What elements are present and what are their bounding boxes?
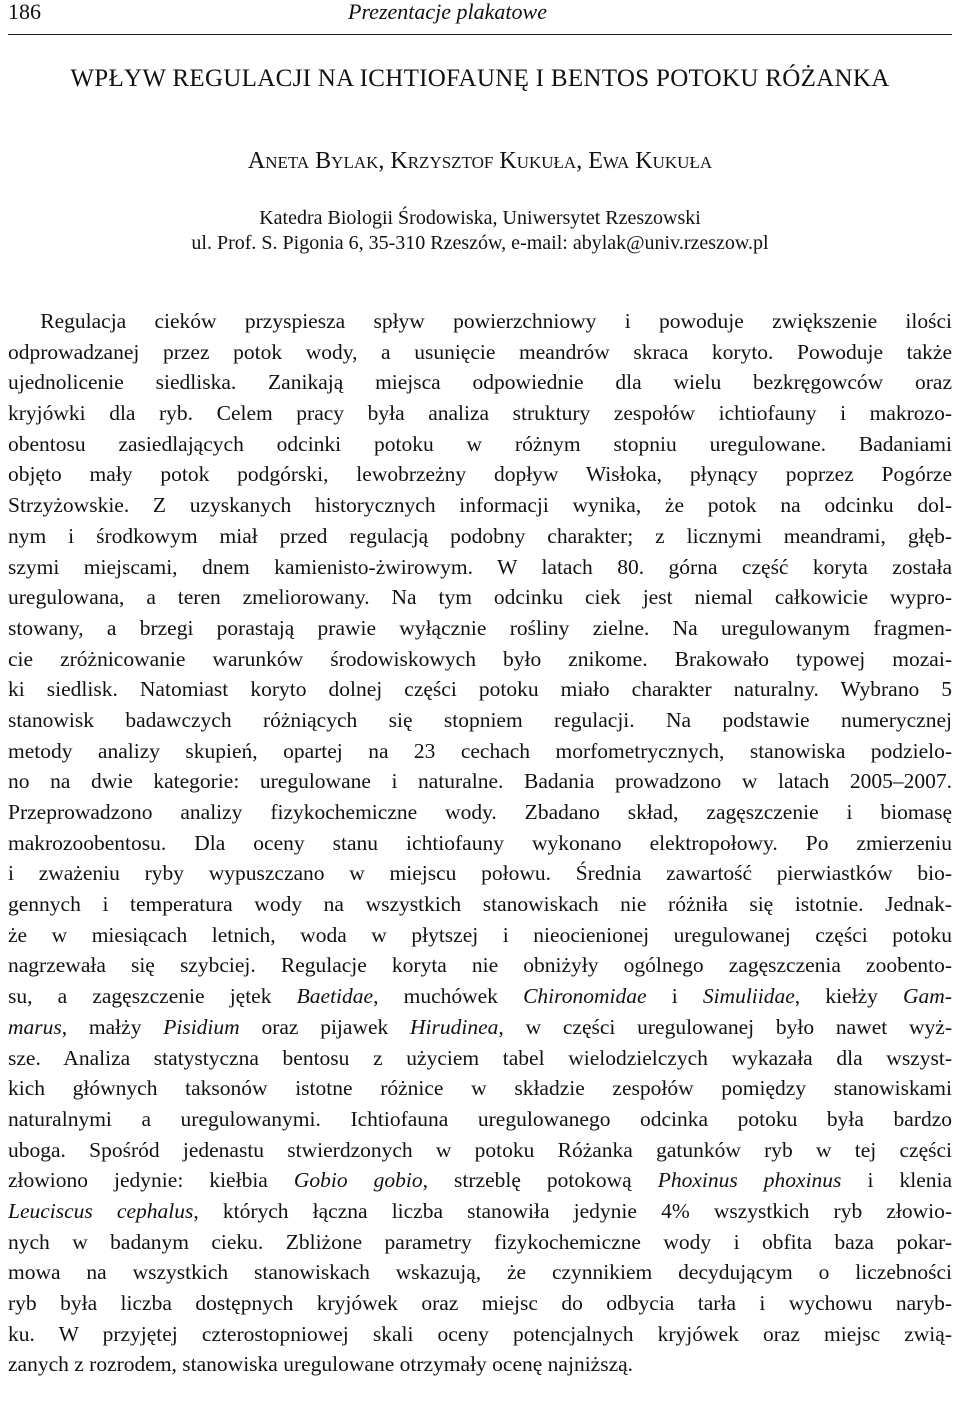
- abstract-line: cie zróżnicowanie warunków środowiskowych było znikome. Brakowało typowej mozai-: [8, 646, 952, 671]
- abstract-line: ki siedlisk. Natomiast koryto dolnej części potoku miało charakter naturalny. Wybrano 5: [8, 677, 952, 702]
- abstract-line: makrozoobentosu. Dla oceny stanu ichtiofauny wykonano elektropołowy. Po zmierzeniu: [8, 830, 952, 855]
- abstract-line: su, a zagęszczenie jętek Baetidae, muchówek Chironomidae i Simuliidae, kiełży Gam-: [8, 984, 952, 1009]
- abstract-line: i zważeniu ryby wypuszczano w miejscu połowu. Średnia zawartość pierwiastków bio-: [8, 861, 952, 886]
- abstract-line: złowiono jedynie: kiełbia Gobio gobio, strzeblę potokową Phoxinus phoxinus i klenia: [8, 1168, 952, 1193]
- abstract-line: no na dwie kategorie: uregulowane i naturalne. Badania prowadzono w latach 2005–2007.: [8, 769, 952, 794]
- abstract-line: gennych i temperatura wody na wszystkich stanowiskach nie różniła się istotnie. Jednak-: [8, 892, 952, 917]
- page-number: 186: [8, 0, 41, 24]
- article-authors: Aneta Bylak, Krzysztof Kukuła, Ewa Kukuła: [247, 148, 713, 174]
- abstract-line: zanych z rozrodem, stanowiska uregulowane otrzymały ocenę najniższą.: [8, 1352, 634, 1377]
- abstract-line: uregulowana, a teren zmeliorowany. Na tym odcinku ciek jest niemal całkowicie wypro-: [8, 585, 952, 610]
- abstract-line: sze. Analiza statystyczna bentosu z użyciem tabel wielodzielczych wykazała dla wszyst-: [8, 1045, 952, 1070]
- abstract-line: nagrzewała się szybciej. Regulacje koryta nie obniżyły ogólnego zagęszczenia zoobento-: [8, 953, 952, 978]
- abstract-line: objęto mały potok podgórski, lewobrzeżny dopływ Wisłoka, płynący poprzez Pogórze: [8, 462, 952, 487]
- abstract-line: stanowisk badawczych różniących się stopniem regulacji. Na podstawie numerycznej: [8, 707, 952, 732]
- abstract-line: metody analizy skupień, opartej na 23 cechach morfometrycznych, stanowiska podzielo-: [8, 738, 952, 763]
- affiliation-line-1: Katedra Biologii Środowiska, Uniwersytet Rzeszowski: [259, 207, 701, 229]
- abstract-line: naturalnymi a uregulowanymi. Ichtiofauna uregulowanego odcinka potoku była bardzo: [8, 1106, 952, 1131]
- abstract-line: ujednolicenie siedliska. Zanikają miejsca odpowiednie dla wielu bezkręgowców oraz: [8, 370, 952, 395]
- abstract-line: Przeprowadzono analizy fizykochemiczne wody. Zbadano skład, zagęszczenie i biomasę: [8, 800, 952, 824]
- abstract-line: że w miesiącach letnich, woda w płytszej i nieocienionej uregulowanej części potoku: [8, 922, 952, 947]
- abstract-body: [8, 306, 952, 1380]
- author-affiliation: [0, 206, 960, 256]
- abstract-line: kryjówki dla ryb. Celem pracy była analiza struktury zespołów ichtiofauny i makrozo-: [8, 401, 952, 426]
- abstract-line: obentosu zasiedlających odcinki potoku w różnym stopniu uregulowane. Badaniami: [8, 431, 952, 456]
- abstract-line: Leuciscus cephalus, których łączna liczba stanowiła jedynie 4% wszystkich ryb złowio-: [8, 1198, 952, 1223]
- abstract-line: nym i środkowym miał przed regulacją podobny charakter; z licznymi meandrami, głęb-: [8, 523, 952, 548]
- running-header: [8, 0, 952, 35]
- abstract-line: mowa na wszystkich stanowiskach wskazują, że czynnikiem decydującym o liczebności: [8, 1260, 952, 1285]
- abstract-line: odprowadzanej przez potok wody, a usunięcie meandrów skraca koryto. Powoduje także: [8, 339, 952, 364]
- abstract-line: Strzyżowskie. Z uzyskanych historycznych informacji wynika, że potok na odcinku dol-: [8, 493, 952, 518]
- abstract-line: marus, małży Pisidium oraz pijawek Hirudinea, w części uregulowanej było nawet wyż-: [8, 1014, 952, 1039]
- abstract-line: nych w badanym cieku. Zbliżone parametry fizykochemiczne wody i obfita baza pokar-: [8, 1229, 952, 1254]
- article-title: WPŁYW REGULACJI NA ICHTIOFAUNĘ I BENTOS POTOKU RÓŻANKA: [70, 65, 890, 92]
- abstract-line: ku. W przyjętej czterostopniowej skali oceny potencjalnych kryjówek oraz miejsc zwią-: [8, 1321, 952, 1346]
- abstract-line: Regulacja cieków przyspiesza spływ powierzchniowy i powoduje zwiększenie ilości: [8, 309, 952, 333]
- affiliation-line-2: ul. Prof. S. Pigonia 6, 35-310 Rzeszów, e-mail: abylak@univ.rzeszow.pl: [191, 232, 769, 254]
- abstract-line: szymi miejscami, dnem kamienisto-żwirowym. W latach 80. górna część koryta została: [8, 554, 952, 579]
- abstract-line: kich głównych taksonów istotne różnice w składzie zespołów pomiędzy stanowiskami: [8, 1076, 952, 1101]
- section-name: Prezentacje plakatowe: [348, 0, 547, 24]
- abstract-line: uboga. Spośród jedenastu stwierdzonych w potoku Różanka gatunków ryb w tej części: [8, 1137, 952, 1162]
- abstract-line: ryb była liczba dostępnych kryjówek oraz miejsc do odbycia tarła i wychowu naryb-: [8, 1291, 952, 1315]
- abstract-line: stowany, a brzegi porastają prawie wyłącznie rośliny zielne. Na uregulowanym fragmen-: [8, 615, 952, 640]
